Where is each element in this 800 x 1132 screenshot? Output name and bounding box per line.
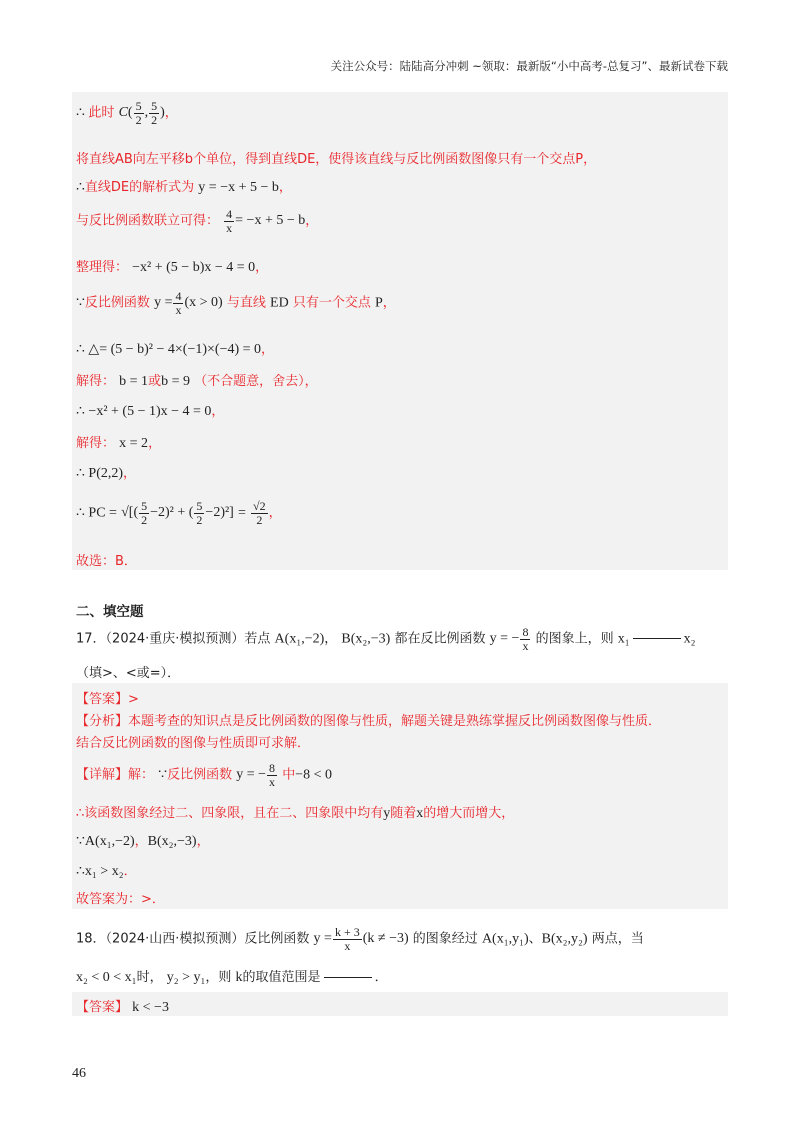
line-12: ∴ PC = √[( $\frac{5}{2}$ −2)² + ( $\frac{5}{2}$ −2)²] = $\frac{√2}{2}$ ，: [76, 499, 282, 527]
q17-detail-1: 【详解】解： ∵反比例函数 y = − $\frac{8}{x}$ 中−8 < 0: [76, 761, 332, 789]
line-9: ∴ −x² + (5 − 1)x − 4 = 0，: [76, 404, 225, 419]
line-10: 解得： x = 2，: [76, 436, 162, 451]
q17-stem-2: （填>、<或=）．: [76, 666, 181, 681]
page-number: 46: [72, 1066, 86, 1081]
line-6: ∵反比例函数 y = $\frac{4}{x}$ (x > 0) 与直线 ED 只有一个交点 P，: [76, 289, 396, 317]
q17-detail-2: ∴该函数图象经过二、四象限，且在二、四象限中均有y随着x的增大而增大，: [76, 806, 515, 821]
answer-blank: [633, 638, 681, 639]
q18-answer-block: [72, 992, 728, 1016]
line-8: 解得： b = 1或b = 9 （不合题意，舍去），: [76, 374, 318, 389]
line-5: 整理得： −x² + (5 − b)x − 4 = 0，: [76, 260, 269, 275]
q17-detail-3: ∵A(x₁,−2)，B(x₂,−3)，: [76, 834, 210, 849]
page-header: 关注公众号：陆陆高分冲刺 ~领取：最新版“小中高考-总复习”、最新试卷下载: [330, 59, 728, 73]
q17-detail-5: 故答案为：>．: [76, 892, 165, 907]
section-title: 二、填空题: [76, 604, 144, 620]
q17-analysis-1: 【分析】本题考查的知识点是反比例函数的图像与性质，解题关键是熟练掌握反比例函数图像与性质．: [76, 714, 662, 729]
q18-stem-2: x₂ < 0 < x₁时， y₂ > y₁，则 k的取值范围是 ．: [76, 970, 388, 985]
q17-stem: 17．（2024·重庆·模拟预测）若点 A(x₁,−2)， B(x₂,−3) 都在反比例函数 y = − $\frac{8}{x}$ 的图象上，则 x₁ x₂: [76, 625, 696, 653]
line-11: ∴ P(2,2)，: [76, 466, 137, 481]
q17-detail-4: ∴x₁ > x₂．: [76, 864, 137, 879]
line-4: 与反比例函数联立可得： $\frac{4}{x}$ = −x + 5 − b，: [76, 207, 319, 235]
answer-blank: [324, 977, 372, 978]
q18-answer: 【答案】 k < −3: [76, 1000, 169, 1015]
line-13: 故选：B．: [76, 554, 137, 569]
q17-analysis-2: 结合反比例函数的图像与性质即可求解．: [76, 736, 311, 751]
q18-stem: 18．（2024·山西·模拟预测）反比例函数 y = $\frac{k + 3}{x}$ (k ≠ −3) 的图象经过 A(x₁,y₁)、B(x₂,y₂) 两点，当: [76, 925, 644, 953]
line-7: ∴ △= (5 − b)² − 4×(−1)×(−4) = 0，: [76, 342, 275, 357]
line-3: ∴直线DE的解析式为 y = −x + 5 − b，: [76, 180, 292, 195]
q17-answer: 【答案】>: [76, 692, 139, 707]
line-2: 将直线AB向左平移b个单位，得到直线DE，使得该直线与反比例函数图像只有一个交点P，: [76, 152, 597, 167]
line-1: ∴ 此时 C( $\frac{5}{2}$ , $\frac{5}{2}$ )，: [76, 99, 178, 127]
